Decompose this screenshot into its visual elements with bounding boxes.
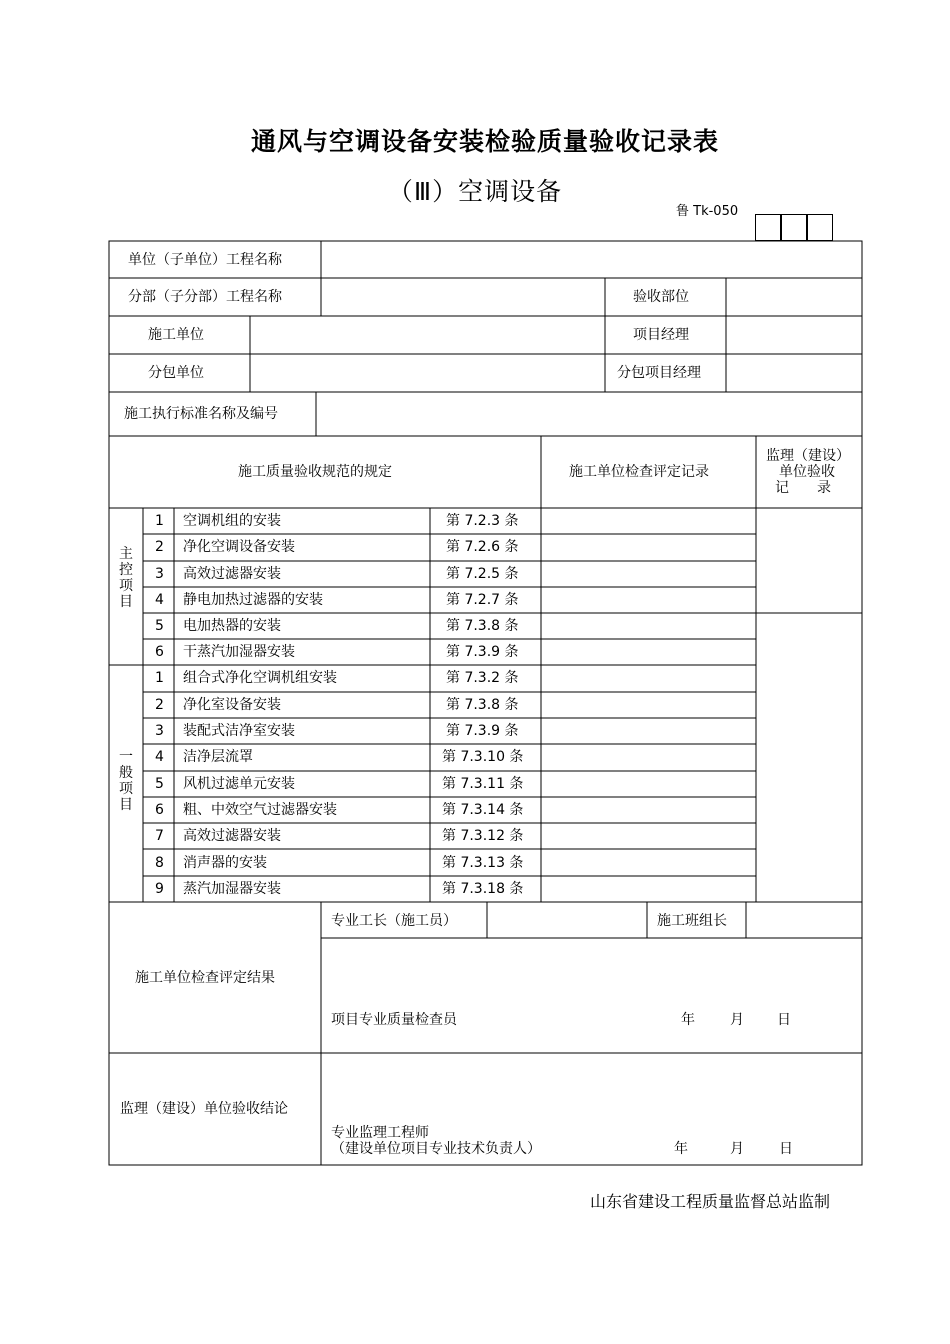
main-item-no: 2 [155, 539, 164, 555]
main-item-no: 4 [155, 592, 164, 608]
general-item-clause: 第 7.3.2 条 [446, 670, 519, 686]
general-item-no: 2 [155, 697, 164, 713]
general-item-clause: 第 7.3.18 条 [442, 881, 524, 897]
project-manager-label: 项目经理 [633, 327, 689, 343]
general-item-no: 4 [155, 749, 164, 765]
standard-label: 施工执行标准名称及编号 [124, 406, 278, 422]
general-item-name: 风机过滤单元安装 [183, 776, 295, 792]
acceptance-part-label: 验收部位 [633, 289, 689, 305]
general-item-clause: 第 7.3.14 条 [442, 802, 524, 818]
general-item-name: 洁净层流罩 [183, 749, 253, 765]
general-item-clause: 第 7.3.11 条 [442, 776, 524, 792]
conclusion-month: 月 [730, 1141, 744, 1157]
main-item-name: 高效过滤器安装 [183, 566, 281, 582]
general-item-no: 7 [155, 828, 164, 844]
sub-project-label: 分部（子分部）工程名称 [128, 289, 282, 305]
footer-issuer: 山东省建设工程质量监督总站监制 [590, 1192, 831, 1211]
main-item-no: 5 [155, 618, 164, 634]
general-item-no: 5 [155, 776, 164, 792]
main-item-clause: 第 7.2.5 条 [446, 566, 519, 582]
foreman-label: 专业工长（施工员） [331, 913, 457, 929]
form-subtitle: （Ⅲ）空调设备 [387, 177, 563, 206]
general-item-name: 高效过滤器安装 [183, 828, 281, 844]
main-item-clause: 第 7.2.6 条 [446, 539, 519, 555]
contractor-record-header: 施工单位检查评定记录 [569, 464, 709, 480]
result-label: 施工单位检查评定结果 [135, 970, 275, 986]
general-item-no: 3 [155, 723, 164, 739]
general-item-name: 装配式洁净室安装 [183, 723, 295, 739]
project-name-label: 单位（子单位）工程名称 [128, 252, 282, 268]
conclusion-label: 监理（建设）单位验收结论 [120, 1101, 288, 1117]
form-title: 通风与空调设备安装检验质量验收记录表 [250, 127, 719, 156]
general-item-no: 9 [155, 881, 164, 897]
main-item-name: 静电加热过滤器的安装 [183, 592, 323, 608]
general-item-name: 净化室设备安装 [183, 697, 281, 713]
team-leader-label: 施工班组长 [657, 913, 727, 929]
subcontractor-label: 分包单位 [148, 365, 204, 381]
main-item-no: 6 [155, 644, 164, 660]
main-item-no: 3 [155, 566, 164, 582]
contractor-label: 施工单位 [148, 327, 204, 343]
spec-header: 施工质量验收规范的规定 [238, 464, 392, 480]
general-item-name: 蒸汽加湿器安装 [183, 881, 281, 897]
main-item-name: 空调机组的安装 [183, 513, 281, 529]
general-item-clause: 第 7.3.12 条 [442, 828, 524, 844]
main-item-clause: 第 7.3.9 条 [446, 644, 519, 660]
main-item-no: 1 [155, 513, 164, 529]
general-item-no: 8 [155, 855, 164, 871]
main-item-clause: 第 7.3.8 条 [446, 618, 519, 634]
conclusion-year: 年 [674, 1141, 688, 1157]
main-control-label: 主控项目 [119, 546, 133, 610]
general-item-name: 组合式净化空调机组安装 [183, 670, 337, 686]
general-item-no: 1 [155, 670, 164, 686]
result-day: 日 [777, 1012, 791, 1028]
supervisor-header-line3: 记 录 [775, 480, 831, 496]
main-item-clause: 第 7.2.7 条 [446, 592, 519, 608]
general-items-label: 一般项目 [119, 749, 133, 813]
conclusion-day: 日 [779, 1141, 793, 1157]
general-item-clause: 第 7.3.8 条 [446, 697, 519, 713]
main-item-name: 电加热器的安装 [183, 618, 281, 634]
result-month: 月 [730, 1012, 744, 1028]
general-item-name: 消声器的安装 [183, 855, 267, 871]
general-item-no: 6 [155, 802, 164, 818]
supervisor-header-line2: 单位验收 [779, 464, 835, 480]
result-year: 年 [681, 1012, 695, 1028]
supervisor-header-line1: 监理（建设） [766, 448, 850, 464]
general-item-clause: 第 7.3.9 条 [446, 723, 519, 739]
main-item-name: 干蒸汽加湿器安装 [183, 644, 295, 660]
inspector-label: 项目专业质量检查员 [331, 1012, 457, 1028]
general-item-name: 粗、中效空气过滤器安装 [183, 802, 337, 818]
general-item-clause: 第 7.3.10 条 [442, 749, 524, 765]
main-item-name: 净化空调设备安装 [183, 539, 295, 555]
general-item-clause: 第 7.3.13 条 [442, 855, 524, 871]
form-code: 鲁 Tk-050 [676, 204, 739, 219]
main-item-clause: 第 7.2.3 条 [446, 513, 519, 529]
sub-project-manager-label: 分包项目经理 [617, 365, 701, 381]
engineer-line1: 专业监理工程师 [331, 1125, 429, 1141]
engineer-line2: （建设单位项目专业技术负责人） [331, 1141, 541, 1157]
